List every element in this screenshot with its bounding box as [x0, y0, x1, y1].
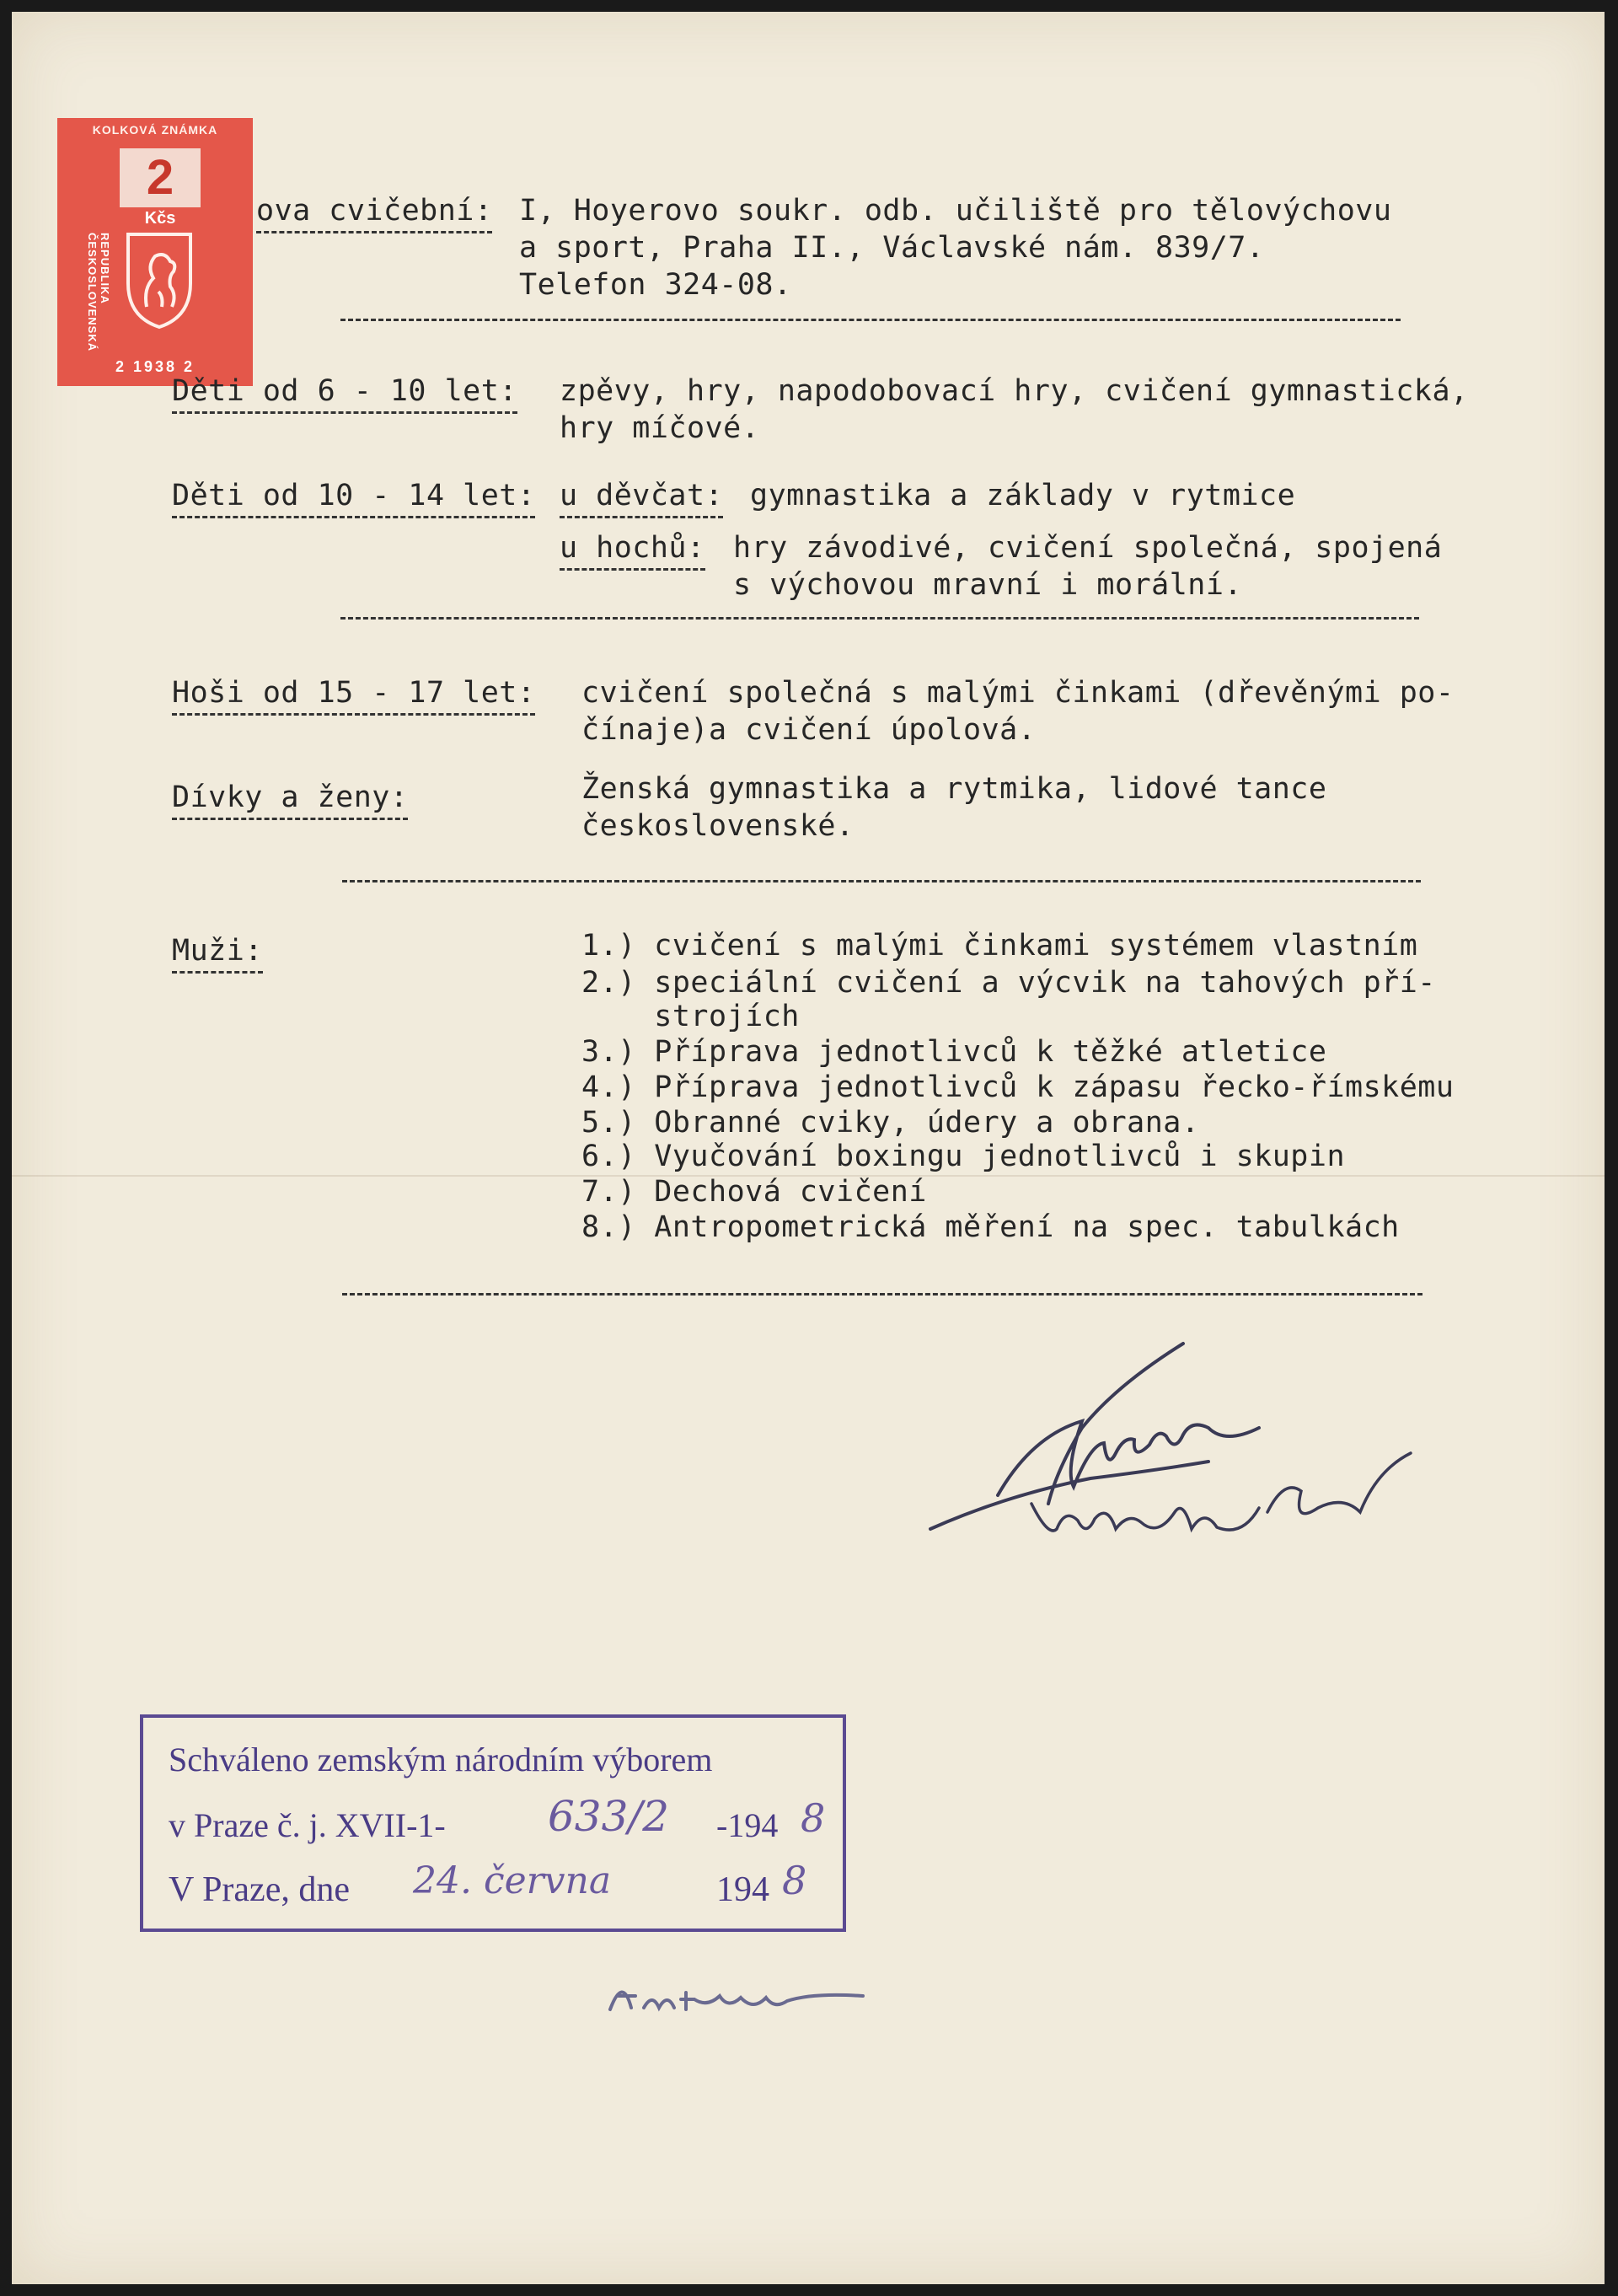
initials-scribble [593, 1959, 897, 2026]
children-6-10-line-1: zpěvy, hry, napodobovací hry, cvičení gymnastická, [560, 374, 1469, 408]
section-label-girls-women: Dívky a ženy: [172, 779, 408, 820]
girls-text: gymnastika a základy v rytmice [750, 479, 1296, 512]
approval-stamp [140, 1714, 846, 1932]
address-line-1: I, Hoyerovo soukr. odb. učiliště pro tělovýchovu [519, 194, 1392, 228]
lion-emblem-icon [121, 229, 197, 330]
stamp-footer: 2 1938 2 [115, 358, 196, 375]
stamp-currency: Kčs [144, 209, 176, 228]
revenue-stamp [57, 118, 253, 386]
section-label-children-10-14: Děti od 10 - 14 let: [172, 477, 535, 518]
boys-15-17-line-2: čínaje)a cvičení úpolová. [581, 713, 1037, 747]
address-line-2: a sport, Praha II., Václavské nám. 839/7. [519, 231, 1265, 265]
section-label-boys-15-17: Hoši od 15 - 17 let: [172, 674, 535, 716]
separator-1 [340, 319, 1401, 321]
approval-line-1: Schváleno zemským národním výborem [169, 1741, 713, 1778]
stamp-header: KOLKOVÁ ZNÁMKA [92, 123, 218, 137]
men-item-1: 1.) cvičení s malými činkami systémem vlastním [581, 929, 1418, 963]
approval-ref-number: 633/2 [548, 1792, 670, 1841]
address-line-3: Telefon 324-08. [519, 268, 792, 302]
separator-2 [340, 617, 1419, 620]
stamp-value: 2 [120, 148, 201, 207]
document-page [12, 12, 1605, 2284]
girls-women-line-2: československé. [581, 809, 855, 843]
approval-line-2-suffix: -194 [716, 1806, 779, 1844]
men-item-7: 7.) Dechová cvičení [581, 1175, 927, 1209]
stamp-country: REPUBLIKA ČESKOSLOVENSKÁ [86, 233, 111, 352]
girls-women-line-1: Ženská gymnastika a rytmika, lidové tance [581, 772, 1327, 806]
separator-4 [342, 1293, 1422, 1296]
men-item-5: 5.) Obranné cviky, údery a obrana. [581, 1106, 1200, 1140]
approval-line-2-prefix: v Praze č. j. XVII-1- [169, 1806, 446, 1844]
approval-line-3-prefix: V Praze, dne [169, 1870, 350, 1909]
boys-label: u hochů: [560, 529, 705, 571]
approval-year-digit-2: 8 [782, 1858, 807, 1903]
section-label-header: ova cvičební: [256, 192, 492, 233]
men-item-6: 6.) Vyučování boxingu jednotlivců i skupin [581, 1140, 1346, 1173]
approval-line-3-year: 194 [716, 1870, 769, 1909]
men-item-3: 3.) Příprava jednotlivců k těžké atletice [581, 1035, 1327, 1069]
girls-label: u děvčat: [560, 477, 723, 518]
men-item-8: 8.) Antropometrická měření na spec. tabulkách [581, 1210, 1400, 1244]
boys-line-1: hry závodivé, cvičení společná, spojená [733, 531, 1443, 565]
section-label-children-6-10: Děti od 6 - 10 let: [172, 373, 517, 414]
approval-year-digit-1: 8 [801, 1795, 826, 1841]
boys-line-2: s výchovou mravní i morální. [733, 568, 1243, 602]
approval-date: 24. června [413, 1859, 612, 1902]
children-6-10-line-2: hry míčové. [560, 411, 760, 445]
separator-3 [342, 880, 1421, 882]
men-item-2: 2.) speciální cvičení a výcvik na tahových pří- [581, 966, 1436, 1000]
section-label-men: Muži: [172, 932, 263, 974]
boys-15-17-line-1: cvičení společná s malými činkami (dřevěnými po- [581, 676, 1455, 710]
men-item-4: 4.) Příprava jednotlivců k zápasu řecko-římskému [581, 1070, 1455, 1104]
men-item-2-cont: strojích [581, 1000, 800, 1033]
